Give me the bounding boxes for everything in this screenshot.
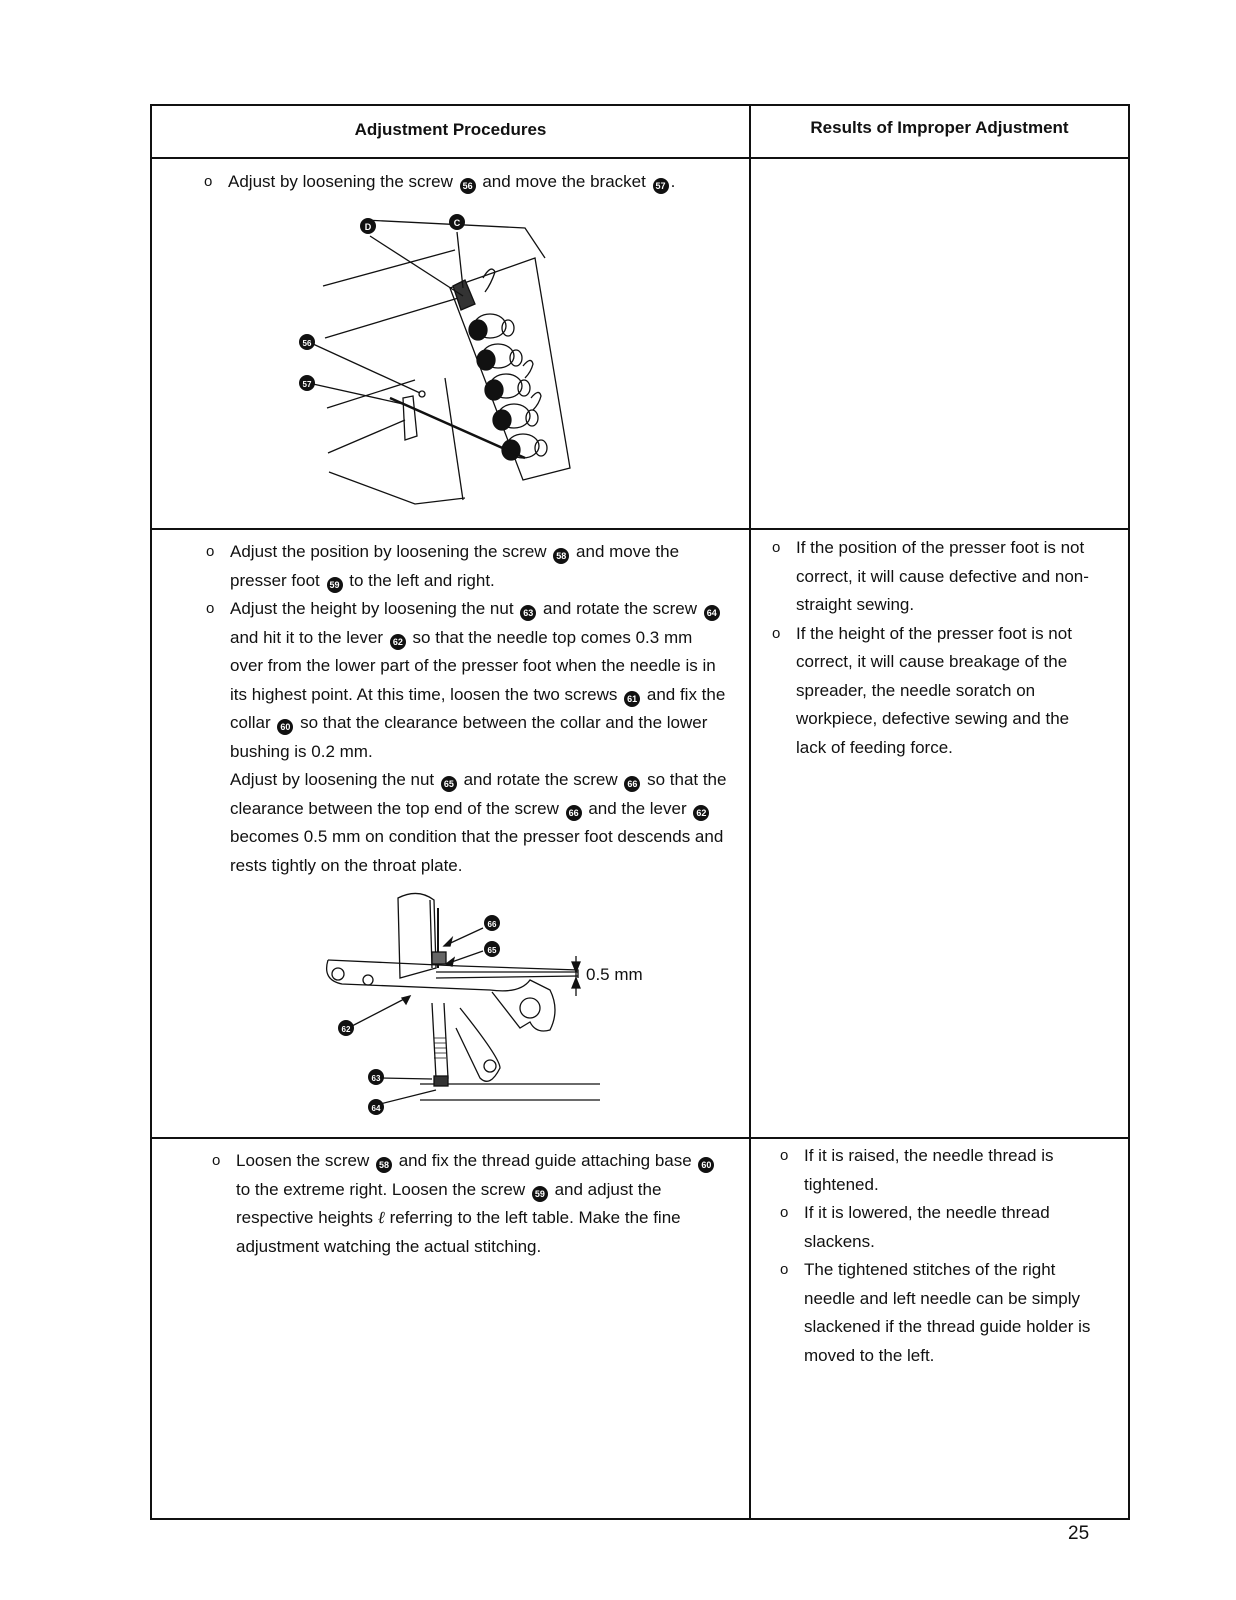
- figure-label: 65: [487, 946, 497, 955]
- figure-label: 57: [302, 380, 312, 389]
- ref-number: 56: [460, 178, 476, 194]
- list-item: o If the position of the presser foot is not correct, it will cause defective and non-straight sewing.: [772, 534, 1092, 620]
- ref-number: 58: [376, 1157, 392, 1173]
- ref-number: 62: [693, 805, 709, 821]
- ref-number: 62: [390, 634, 406, 650]
- text: to the extreme right. Loosen the screw: [236, 1179, 530, 1199]
- ref-number: 66: [566, 805, 582, 821]
- header-adjustment-procedures: Adjustment Procedures: [354, 120, 547, 139]
- ref-number: 59: [327, 577, 343, 593]
- text: and move the bracket: [477, 172, 651, 191]
- figure-label: D: [364, 222, 372, 232]
- page-number: 25: [1068, 1523, 1090, 1544]
- figure-label: 64: [371, 1104, 381, 1113]
- row3-results: [780, 1142, 1100, 1370]
- text: so that the clearance between the collar and the lower bushing is 0.2 mm.: [230, 713, 708, 761]
- ref-number: 65: [441, 776, 457, 792]
- ref-number: 63: [520, 605, 536, 621]
- ref-number: 57: [653, 178, 669, 194]
- dimension-label: 0.5 mm: [586, 965, 643, 984]
- row2-rule: [150, 1137, 1130, 1139]
- text: referring to the left table. Make the fine adjustment watching the actual stitching.: [236, 1208, 681, 1256]
- ref-number: 64: [704, 605, 720, 621]
- row1-procedure: [204, 168, 744, 197]
- column-divider: [749, 104, 751, 1520]
- list-item: [206, 538, 730, 595]
- row2-procedure: [206, 538, 730, 880]
- header-rule: [150, 157, 1130, 159]
- ref-number: 66: [624, 776, 640, 792]
- figure-label: C: [453, 218, 461, 228]
- figure-label: 63: [371, 1074, 381, 1083]
- figure-label: 66: [487, 920, 497, 929]
- list-item: o If it is raised, the needle thread is tightened.: [780, 1142, 1100, 1199]
- text: Adjust the height by loosening the nut: [230, 599, 519, 618]
- header-results-improper-adjustment: Results of Improper Adjustment: [810, 118, 1069, 137]
- text: and adjust the respective heights: [236, 1179, 662, 1227]
- text: and fix the collar: [230, 684, 726, 732]
- text: and fix the thread guide attaching base: [393, 1151, 697, 1170]
- bracket-figure: [295, 208, 585, 508]
- text: Adjust by loosening the nut: [230, 770, 439, 789]
- text: and hit it to the lever: [230, 627, 388, 647]
- text: .: [670, 172, 676, 191]
- ref-number: 61: [624, 691, 640, 707]
- symbol: ℓ: [377, 1208, 385, 1227]
- list-item: [206, 595, 730, 766]
- list-item: o If the height of the presser foot is not correct, it will cause breakage of the spreader, the needle soratch on workpiece, defective sewing and the lack of feeding force.: [772, 620, 1092, 763]
- text: Loosen the screw: [236, 1151, 374, 1170]
- list-item: [204, 168, 744, 197]
- text: Adjust the position by loosening the screw: [230, 542, 552, 561]
- figure-label: 56: [302, 339, 312, 348]
- text: to the left and right.: [344, 570, 495, 590]
- presser-foot-figure: [320, 888, 660, 1123]
- list-item: [212, 1147, 732, 1261]
- list-item: o The tightened stitches of the right needle and left needle can be simply slackened if the thread guide holder is moved to the left.: [780, 1256, 1100, 1370]
- text: so that the needle top comes 0.3 mm over from the lower part of the presser foot when the needle is in its highest point. At this time, loosen the two screws: [230, 627, 716, 704]
- ref-number: 59: [532, 1186, 548, 1202]
- ref-number: 60: [277, 719, 293, 735]
- text: and rotate the screw: [538, 599, 702, 618]
- text: and the lever: [583, 798, 692, 818]
- list-item-continuation: [206, 766, 730, 880]
- figure-label: 62: [341, 1025, 351, 1034]
- list-item: o If it is lowered, the needle thread slackens.: [780, 1199, 1100, 1256]
- row3-procedure: [212, 1147, 732, 1261]
- text: becomes 0.5 mm on condition that the presser foot descends and rests tightly on the throat plate.: [230, 827, 724, 875]
- text: and move the presser foot: [230, 542, 680, 590]
- text: so that the clearance between the top end of the screw: [230, 770, 727, 818]
- text: and rotate the screw: [458, 770, 623, 789]
- row2-results: [772, 534, 1092, 762]
- row1-rule: [150, 528, 1130, 530]
- text: Adjust by loosening the screw: [228, 172, 458, 191]
- ref-number: 58: [553, 548, 569, 564]
- ref-number: 60: [698, 1157, 714, 1173]
